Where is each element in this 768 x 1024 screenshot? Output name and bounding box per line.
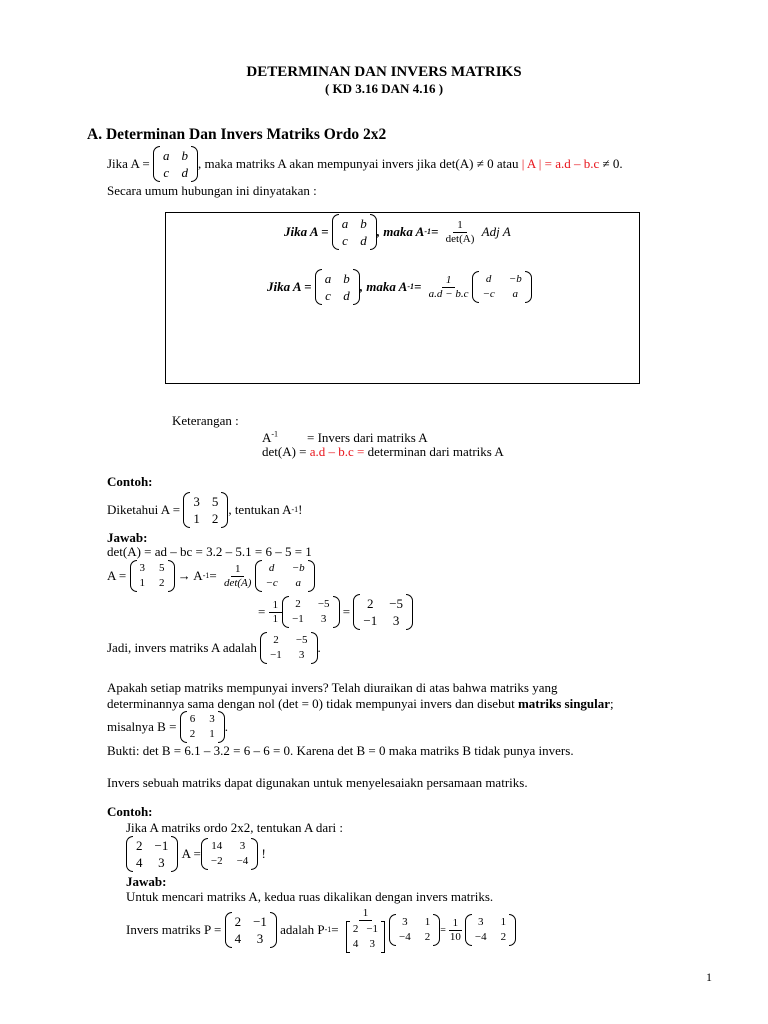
- matrix-abcd: a b c d: [153, 146, 198, 182]
- keterangan-a-inv-desc: = Invers dari matriks A: [307, 430, 428, 445]
- matrix-adj-general: d −b −c a: [255, 560, 314, 592]
- matrix-a1-inverse: 2 −5 −1 3: [353, 594, 413, 630]
- matrix-det-p: 2 −1 4 3: [346, 921, 385, 953]
- matrix-adjoint: d −b −c a: [472, 271, 531, 303]
- matrix-p-adj-2: 3 1 −4 2: [465, 914, 516, 946]
- matrix-p: 2 −1 4 3: [126, 836, 178, 872]
- matrix-abcd-box: a b c d: [332, 214, 377, 250]
- fraction-1-detP: 1 2 −1 4 3: [342, 907, 389, 953]
- keterangan-a-inv: $A^{-1}$: [262, 429, 279, 445]
- a-inverse-line: A = 3 5 1 2 → A -1 = $\frac{1}{\det(A)}$ d −b −c a: [107, 560, 315, 592]
- formula-line-2: Jika A = a b c d , maka A -1 = $\frac{1}{a.d - b.c}$ d −b −c a: [267, 269, 532, 305]
- contoh1-label: Contoh:: [107, 474, 153, 489]
- fraction-1-detA: $\frac{1}{\det(A)}$: [223, 562, 252, 589]
- matrix-equation: 2 −1 4 3 A = 14 3 −2 −4 !: [126, 836, 266, 872]
- keterangan-label: Keterangan :: [172, 413, 239, 428]
- abs-a-formula: | A | = a.d – b.c: [521, 156, 600, 171]
- diketahui-line: Diketahui A = 3 5 1 2 , tentukan A -1 !: [107, 494, 303, 526]
- bukti-line: Bukti: det B = 6.1 – 3.2 = 6 – 6 = 0. Karena det B = 0 maka matriks B tidak punya invers.: [107, 743, 574, 758]
- adj-a: Adj A: [481, 224, 511, 239]
- jadi-line: Jadi, invers matriks A adalah 2 −5 −1 3 .: [107, 632, 321, 664]
- formula-line-1: Jika A = a b c d , maka A -1 = $\frac{1}{\det(A)}$ Adj A: [284, 216, 511, 248]
- det-line: det(A) = ad – bc = 3.2 – 5.1 = 6 – 5 = 1: [107, 544, 312, 559]
- fraction-1-1: $\frac{1}{1}$: [269, 599, 283, 626]
- invers-p-line: Invers matriks P = 2 −1 4 3 adalah P -1 = 1 2 −1 4 3 3 1 −4 2 = $\frac{1}{10}$ 3 1 −4 2: [126, 907, 516, 953]
- secara-umum: Secara umum hubungan ini dinyatakan :: [107, 183, 317, 198]
- document-title: DETERMINAN DAN INVERS MATRIKS: [246, 64, 522, 80]
- jawab1-label: Jawab:: [107, 530, 148, 545]
- contoh2-label: Contoh:: [107, 804, 153, 819]
- neq-zero: ≠ 0.: [602, 156, 623, 171]
- matrix-p-adj: 3 1 −4 2: [389, 914, 440, 946]
- jika-text: , maka matriks A akan mempunyai invers jika det(A) ≠ 0 atau: [197, 156, 519, 171]
- jawab2-label: Jawab:: [126, 874, 167, 889]
- document-subtitle: ( KD 3.16 DAN 4.16 ): [324, 81, 444, 96]
- fraction-1-10: $\frac{1}{10}$: [449, 916, 461, 943]
- matrix-a1: 3 5 1 2: [183, 492, 228, 528]
- matrix-a1-small: 3 5 1 2: [130, 560, 175, 592]
- invers-line: Invers sebuah matriks dapat digunakan untuk menyelesaiakn persamaan matriks.: [107, 775, 528, 790]
- para-line-2: determinannya sama dengan nol (det = 0) tidak mempunyai invers dan disebut matriks singular;: [107, 696, 614, 711]
- fraction-1-det: $\frac{1}{\det(A)}$: [445, 218, 475, 245]
- result-line: = $\frac{1}{1}$ 2 −5 −1 3 = 2 −5 −1 3: [258, 594, 413, 630]
- matrix-a1-inverse-final: 2 −5 −1 3: [260, 632, 317, 664]
- untuk-line: Untuk mencari matriks A, kedua ruas dikalikan dengan invers matriks.: [126, 889, 494, 904]
- matrix-r: 14 3 −2 −4: [201, 838, 258, 870]
- jika-label: Jika A =: [107, 156, 150, 171]
- matrix-abcd-box2: a b c d: [315, 269, 360, 305]
- page-number: 1: [706, 970, 712, 984]
- matrix-p-2: 2 −1 4 3: [225, 912, 277, 948]
- keterangan-det: det(A) = a.d – b.c = determinan dari matriks A: [262, 444, 504, 459]
- matrix-a1-adj-numeric: 2 −5 −1 3: [282, 596, 339, 628]
- contoh2-jika: Jika A matriks ordo 2x2, tentukan A dari :: [126, 820, 344, 835]
- fraction-1-adbc: $\frac{1}{a.d - b.c}$: [428, 273, 469, 300]
- section-heading: A. Determinan Dan Invers Matriks Ordo 2x2: [87, 126, 387, 143]
- matrix-b: 6 3 2 1: [180, 711, 225, 743]
- jika-line: [107, 146, 623, 182]
- para-line-1: Apakah setiap matriks mempunyai invers? Telah diuraikan di atas bahwa matriks yang: [107, 680, 558, 695]
- misalnya-line: misalnya B = 6 3 2 1 .: [107, 711, 228, 743]
